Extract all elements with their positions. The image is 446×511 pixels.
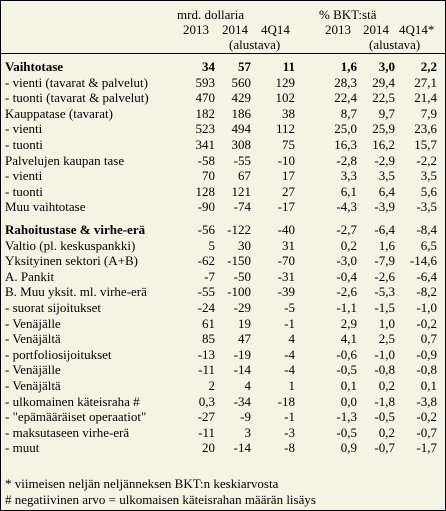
row-value: -1,0 [374, 346, 395, 362]
row-label: - maksutaseen virhe-erä [5, 424, 130, 440]
row-value: -55 [197, 284, 215, 300]
table-row [1, 394, 445, 409]
row-label: - vienti [5, 168, 43, 184]
table-row [1, 184, 445, 199]
row-value: 31 [282, 237, 295, 253]
row-value: 25,9 [372, 121, 395, 137]
table-row [1, 425, 445, 440]
row-value: 593 [195, 74, 215, 90]
row-value: -3,0 [336, 253, 357, 269]
row-value: 3,3 [340, 168, 357, 184]
row-value: -4,3 [336, 199, 357, 215]
row-value: 61 [202, 315, 215, 331]
row-value: 0,3 [198, 393, 215, 409]
row-value: -8,4 [416, 222, 437, 237]
row-label: - Venäjältä [5, 378, 61, 393]
table-row [1, 378, 445, 393]
row-value: 6,1 [340, 183, 357, 199]
row-value: 5 [208, 237, 215, 253]
row-value: 21,4 [414, 90, 437, 106]
year-2014-b: 2014 [363, 22, 389, 37]
row-value: -5 [284, 300, 295, 315]
row-value: -14 [233, 362, 251, 378]
table-row [1, 253, 445, 268]
row-value: -0,5 [336, 424, 357, 440]
row-value: 560 [231, 74, 251, 90]
row-value: 2,5 [378, 331, 395, 347]
row-value: -0,9 [416, 346, 437, 362]
row-value: -0,4 [336, 268, 357, 284]
table-row [1, 316, 445, 331]
row-value: -39 [277, 284, 295, 300]
row-value: 34 [202, 59, 215, 74]
row-value: -24 [197, 300, 215, 315]
row-label: - tuonti [5, 183, 43, 199]
row-label: - vienti [5, 121, 43, 137]
row-value: -1,5 [374, 300, 395, 315]
row-value: -6,4 [374, 222, 395, 237]
row-value: -90 [197, 199, 215, 215]
row-value: 2 [208, 378, 215, 393]
row-value: 27,1 [414, 74, 437, 90]
row-value: -1,1 [336, 300, 357, 315]
row-value: -2,6 [336, 284, 357, 300]
row-value: -7 [204, 268, 215, 284]
row-value: 1,0 [378, 315, 395, 331]
row-value: -2,7 [336, 222, 357, 237]
row-label: A. Pankit [5, 268, 55, 284]
year-2013-b: 2013 [325, 22, 351, 37]
row-label: - portfoliosijoitukset [5, 346, 112, 362]
row-value: 0,2 [378, 378, 395, 393]
row-value: 22,5 [372, 90, 395, 106]
row-value: 182 [195, 105, 215, 121]
table-row [1, 222, 445, 237]
table-row [1, 106, 445, 121]
row-value: 341 [195, 137, 215, 152]
row-value: -19 [233, 346, 251, 362]
row-value: -0,5 [336, 362, 357, 378]
row-value: -0,7 [416, 424, 437, 440]
table-row [1, 331, 445, 346]
year-4q14-b: 4Q14* [399, 22, 435, 37]
row-value: 2,9 [340, 315, 357, 331]
row-value: -3,8 [416, 393, 437, 409]
table-row [1, 153, 445, 168]
table-row [1, 199, 445, 214]
row-value: 1 [288, 378, 295, 393]
prelim-a: (alustava) [229, 37, 281, 52]
year-2014-a: 2014 [222, 22, 248, 37]
row-value: 0,1 [340, 378, 357, 393]
year-4q14-a: 4Q14 [261, 22, 290, 37]
row-value: -150 [227, 253, 251, 269]
row-value: 27 [282, 183, 295, 199]
row-value: 308 [231, 137, 251, 152]
row-value: -2,9 [374, 152, 395, 168]
header-rule [1, 53, 445, 54]
row-value: -13 [197, 346, 215, 362]
row-value: 5,6 [420, 183, 437, 199]
row-value: 3,5 [420, 168, 437, 184]
row-label: Kauppatase (tavarat) [5, 105, 113, 121]
table-row [1, 440, 445, 455]
row-value: -2,8 [336, 152, 357, 168]
row-value: -17 [277, 199, 295, 215]
row-value: -2,6 [374, 268, 395, 284]
row-value: -0,2 [416, 315, 437, 331]
table-row [1, 75, 445, 90]
row-value: -6,4 [416, 268, 437, 284]
row-value: -34 [233, 393, 251, 409]
row-label: Palvelujen kaupan tase [5, 152, 125, 168]
row-value: 28,3 [334, 74, 357, 90]
row-value: -1 [284, 315, 295, 331]
row-label: - vienti (tavarat & palvelut) [5, 74, 148, 90]
row-value: 75 [282, 137, 295, 152]
row-value: 2,2 [420, 59, 437, 74]
row-value: -10 [277, 152, 295, 168]
row-value: 0,2 [340, 237, 357, 253]
row-value: -1 [284, 409, 295, 425]
row-value: -5,3 [374, 284, 395, 300]
row-value: -1,8 [374, 393, 395, 409]
row-label: Valtio (pl. keskuspankki) [5, 237, 136, 253]
row-value: 3,5 [378, 168, 395, 184]
row-value: 3,0 [378, 59, 395, 74]
row-value: 102 [275, 90, 295, 106]
row-label: Muu vaihtotase [5, 199, 86, 215]
row-value: -100 [227, 284, 251, 300]
row-value: 38 [282, 105, 295, 121]
footnote-2: # negatiivinen arvo = ulkomaisen käteisrahan määrän lisäys [5, 492, 316, 507]
footnote-1: * viimeisen neljän neljänneksen BKT:n keskiarvosta [5, 476, 279, 491]
row-value: 129 [275, 74, 295, 90]
row-value: -1,3 [336, 409, 357, 425]
row-value: 429 [231, 90, 251, 106]
row-value: 25,0 [334, 121, 357, 137]
row-value: -0,5 [374, 409, 395, 425]
row-value: 186 [231, 105, 251, 121]
row-value: 17 [282, 168, 295, 184]
row-label: - tuonti [5, 137, 43, 152]
row-value: 0,2 [378, 424, 395, 440]
row-value: 1,6 [378, 237, 395, 253]
row-value: 121 [231, 183, 251, 199]
row-value: -58 [197, 152, 215, 168]
table-row [1, 90, 445, 105]
row-value: -4 [284, 346, 295, 362]
row-label: - ulkomainen käteisraha # [5, 393, 140, 409]
row-label: - Venäjälle [5, 315, 61, 331]
row-value: 470 [195, 90, 215, 106]
table-row [1, 284, 445, 299]
row-value: -8 [284, 440, 295, 456]
row-value: -4 [284, 362, 295, 378]
row-value: 70 [202, 168, 215, 184]
row-value: 1,6 [340, 59, 357, 74]
row-value: -14,6 [409, 253, 437, 269]
table-row [1, 362, 445, 377]
table-row [1, 137, 445, 152]
row-value: 29,4 [372, 74, 395, 90]
row-value: 19 [238, 315, 251, 331]
row-value: -50 [233, 268, 251, 284]
row-label: Rahoitustase & virhe-erä [5, 222, 146, 237]
row-value: -9 [240, 409, 251, 425]
row-value: -2,2 [416, 152, 437, 168]
row-value: 22,4 [334, 90, 357, 106]
row-label: - "epämääräiset operaatiot" [5, 409, 147, 425]
row-value: -3 [284, 424, 295, 440]
table-row [1, 347, 445, 362]
row-label: Yksityinen sektori (A+B) [5, 253, 138, 269]
row-value: 67 [238, 168, 251, 184]
row-value: -56 [197, 222, 215, 237]
row-value: 112 [275, 121, 295, 137]
row-value: -14 [233, 440, 251, 456]
row-value: -11 [198, 424, 215, 440]
row-value: 4 [244, 378, 251, 393]
row-value: 9,7 [378, 105, 395, 121]
table-row [1, 300, 445, 315]
row-value: -74 [233, 199, 251, 215]
row-label: - Venäjälle [5, 362, 61, 378]
row-value: 85 [202, 331, 215, 347]
group1-title: mrd. dollaria [177, 7, 245, 22]
table-row [1, 269, 445, 284]
row-value: 4,1 [340, 331, 357, 347]
prelim-b: (alustava) [369, 37, 421, 52]
table-row [1, 409, 445, 424]
row-value: 47 [238, 331, 251, 347]
row-value: -1,0 [416, 300, 437, 315]
row-value: -70 [277, 253, 295, 269]
row-value: -62 [197, 253, 215, 269]
row-value: -3,9 [374, 199, 395, 215]
row-value: 0,1 [420, 378, 437, 393]
row-value: 0,7 [420, 331, 437, 347]
row-value: -7,9 [374, 253, 395, 269]
row-value: 20 [202, 440, 215, 456]
group2-title: % BKT:stä [319, 7, 377, 22]
row-value: 4 [288, 331, 295, 347]
row-value: 6,4 [378, 183, 395, 199]
row-value: -0,6 [336, 346, 357, 362]
row-value: 16,2 [372, 137, 395, 152]
row-value: 523 [195, 121, 215, 137]
row-value: -122 [227, 222, 251, 237]
row-value: 8,7 [340, 105, 357, 121]
row-value: -3,5 [416, 199, 437, 215]
row-value: -0,8 [416, 362, 437, 378]
table-row [1, 121, 445, 136]
row-value: -8,2 [416, 284, 437, 300]
table-row [1, 59, 445, 74]
row-value: 494 [231, 121, 251, 137]
row-value: -0,7 [374, 440, 395, 456]
row-value: 3 [244, 424, 251, 440]
row-value: -18 [277, 393, 295, 409]
row-value: 57 [238, 59, 251, 74]
row-value: 128 [195, 183, 215, 199]
table-row [1, 238, 445, 253]
row-value: 0,9 [340, 440, 357, 456]
year-2013-a: 2013 [183, 22, 209, 37]
row-label: B. Muu yksit. ml. virhe-erä [5, 284, 147, 300]
row-value: -40 [277, 222, 295, 237]
row-label: - suorat sijoitukset [5, 300, 102, 315]
row-value: -1,7 [416, 440, 437, 456]
row-value: -27 [197, 409, 215, 425]
row-value: 16,3 [334, 137, 357, 152]
row-value: 11 [282, 59, 295, 74]
row-value: -11 [198, 362, 215, 378]
row-value: -0,2 [416, 409, 437, 425]
row-value: -55 [233, 152, 251, 168]
row-label: - Venäjältä [5, 331, 61, 347]
row-value: 23,6 [414, 121, 437, 137]
row-value: 6,5 [420, 237, 437, 253]
row-value: -0,8 [374, 362, 395, 378]
table-row [1, 168, 445, 183]
row-label: - muut [5, 440, 40, 456]
row-value: 30 [238, 237, 251, 253]
row-value: -31 [277, 268, 295, 284]
row-value: 7,9 [420, 105, 437, 121]
row-value: -29 [233, 300, 251, 315]
row-value: 0,0 [340, 393, 357, 409]
row-label: Vaihtotase [5, 59, 64, 74]
row-label: - tuonti (tavarat & palvelut) [5, 90, 149, 106]
row-value: 15,7 [414, 137, 437, 152]
